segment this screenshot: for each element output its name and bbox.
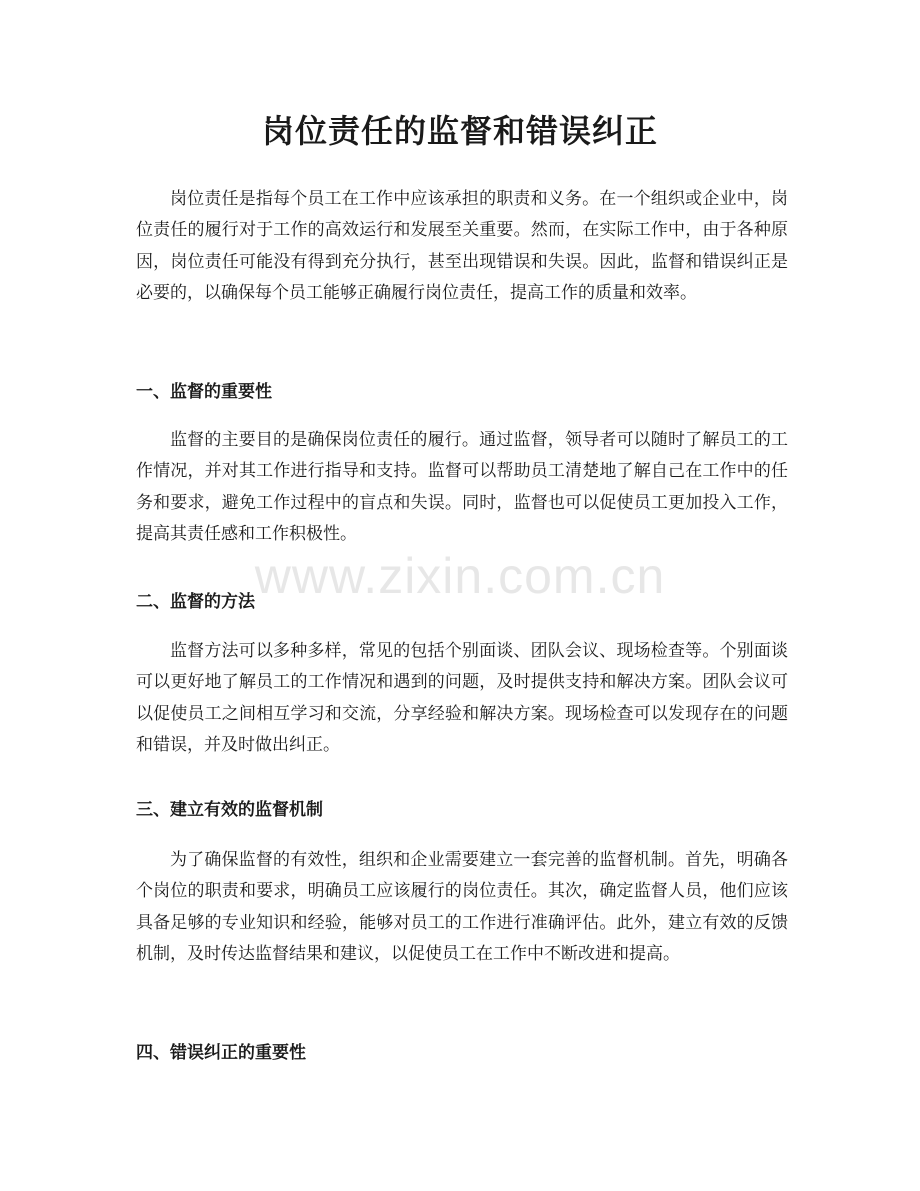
section-heading-1: 一、监督的重要性 xyxy=(136,382,272,402)
section-body-2: 监督方法可以多种多样，常见的包括个别面谈、团队会议、现场检查等。个别面谈可以更好地了解员工的工作情况和遇到的问题，及时提供支持和解决方案。团队会议可以促使员工之间相互学习和交流，分享经验和解决方案。现场检查可以发现存在的问题和错误，并及时做出纠正。 xyxy=(136,641,788,756)
section-body-3: 为了确保监督的有效性，组织和企业需要建立一套完善的监督机制。首先，明确各个岗位的职责和要求，明确员工应该履行的岗位责任。其次，确定监督人员，他们应该具备足够的专业知识和经验，能够对员工的工作进行准确评估。此外，建立有效的反馈机制，及时传达监督结果和建议，以促使员工在工作中不断改进和提高。 xyxy=(136,850,788,965)
page-title: 岗位责任的监督和错误纠正 xyxy=(261,112,658,150)
section-body-1: 监督的主要目的是确保岗位责任的履行。通过监督，领导者可以随时了解员工的工作情况，并对其工作进行指导和支持。监督可以帮助员工清楚地了解自己在工作中的任务和要求，避免工作过程中的盲点和失误。同时，监督也可以促使员工更加投入工作，提高其责任感和工作积极性。 xyxy=(136,430,788,545)
intro-paragraph: 岗位责任是指每个员工在工作中应该承担的职责和义务。在一个组织或企业中，岗位责任的履行对于工作的高效运行和发展至关重要。然而，在实际工作中，由于各种原因，岗位责任可能没有得到充分执行，甚至出现错误和失误。因此，监督和错误纠正是必要的，以确保每个员工能够正确履行岗位责任，提高工作的质量和效率。 xyxy=(136,189,788,304)
section-heading-4: 四、错误纠正的重要性 xyxy=(136,1043,306,1063)
section-heading-2: 二、监督的方法 xyxy=(136,592,255,612)
watermark: www.zixin.com.cn xyxy=(254,548,666,604)
section-heading-3: 三、建立有效的监督机制 xyxy=(136,800,323,820)
